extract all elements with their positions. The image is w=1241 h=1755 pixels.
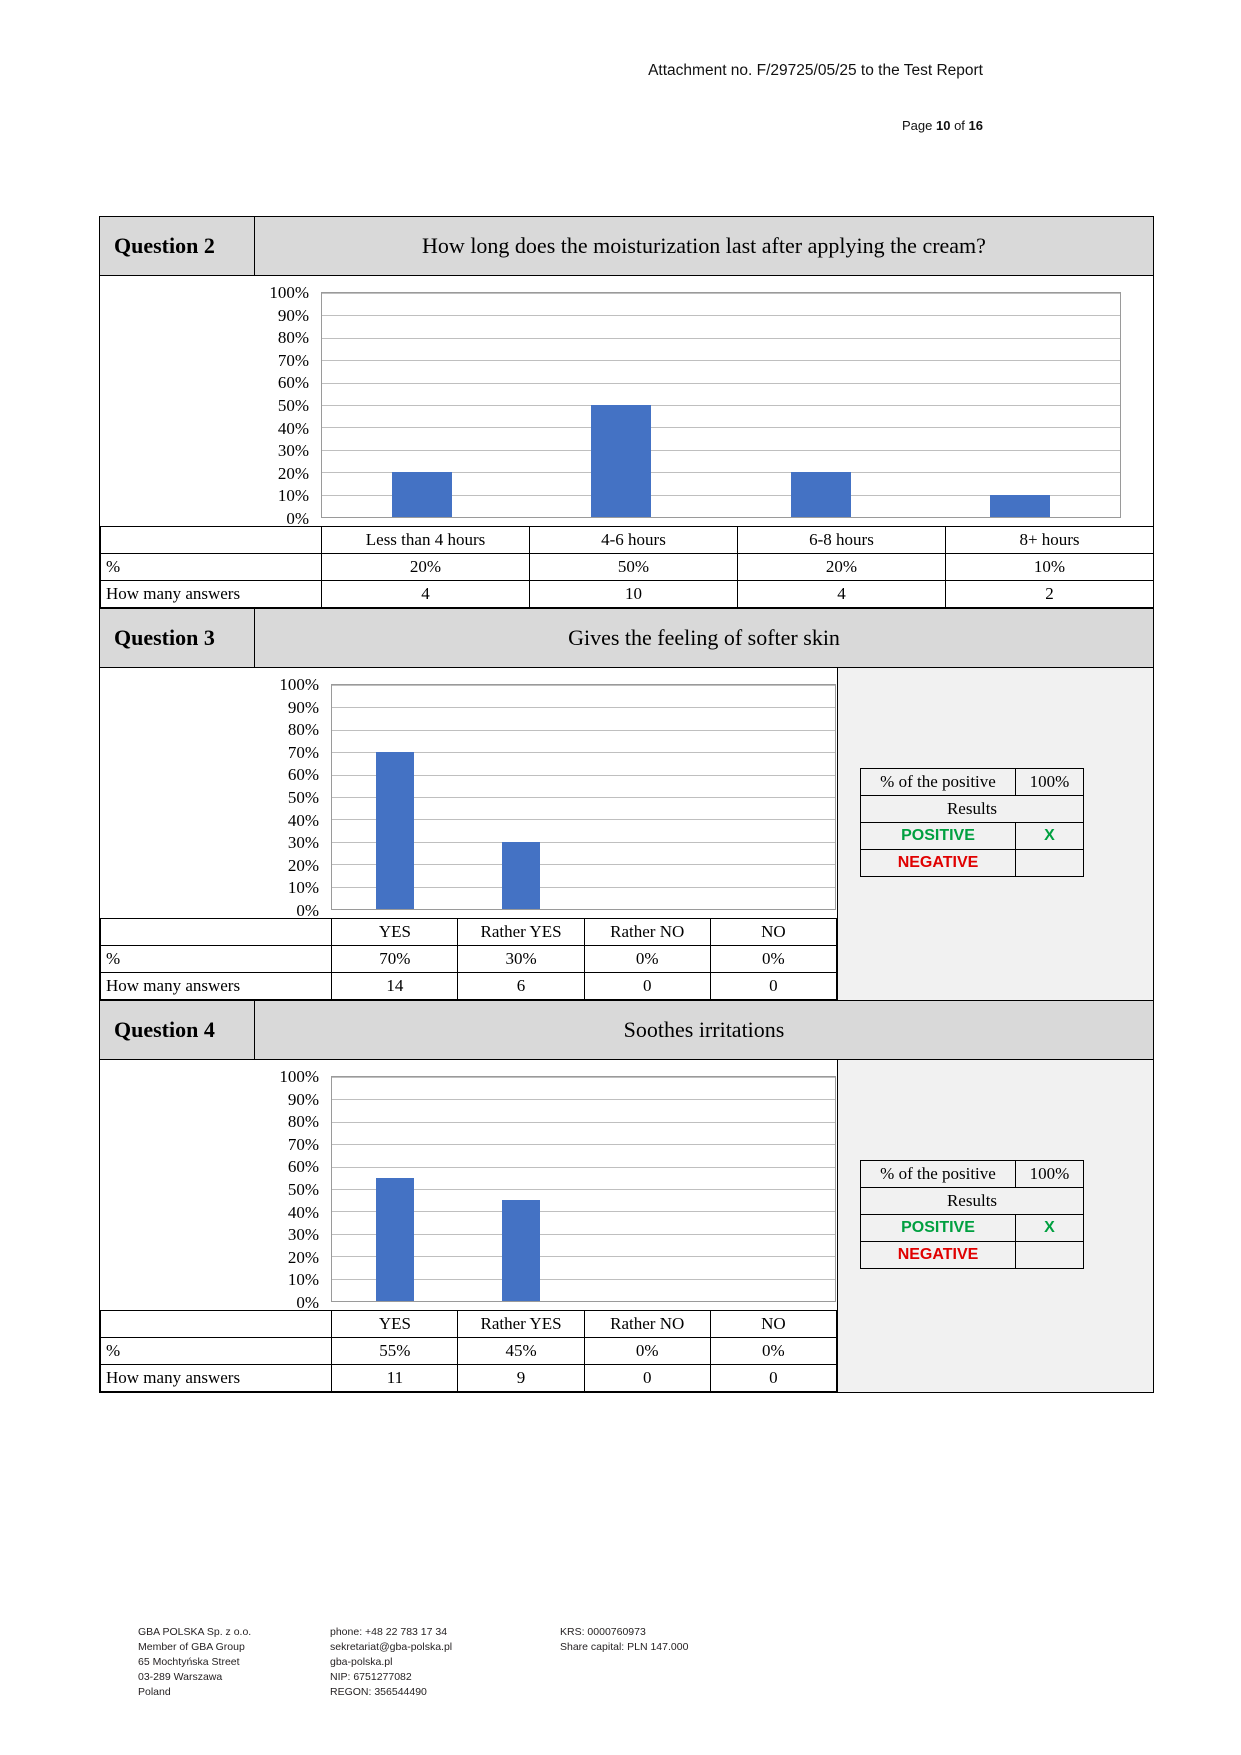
- positive-percent-label: % of the positive: [861, 769, 1016, 796]
- question-4-chart: [100, 1060, 837, 1310]
- grid-line: [332, 730, 835, 731]
- grid-line: [322, 293, 1120, 294]
- question-2-header: [100, 217, 1153, 276]
- footer: [138, 1625, 800, 1700]
- table-row: [861, 1242, 1084, 1269]
- question-3-label: Question 3: [100, 609, 255, 667]
- footer-company-column: [138, 1625, 330, 1700]
- percent-cell: 0%: [710, 1338, 836, 1365]
- negative-row-mark: [1016, 850, 1084, 877]
- y-tick: 10%: [287, 1270, 319, 1290]
- y-tick: 10%: [277, 486, 309, 506]
- positive-row-label: POSITIVE: [861, 823, 1016, 850]
- table-row: [101, 1311, 837, 1338]
- footer-line: gba-polska.pl: [330, 1655, 393, 1668]
- grid-line: [322, 338, 1120, 339]
- bar: [591, 405, 651, 517]
- y-tick: 40%: [287, 1202, 319, 1222]
- question-3-body: [100, 668, 1153, 1001]
- positive-percent-value: 100%: [1016, 769, 1084, 796]
- grid-line: [332, 1144, 835, 1145]
- grid-line: [322, 315, 1120, 316]
- table-row: [101, 973, 837, 1000]
- bar: [502, 842, 540, 909]
- table-row: [861, 769, 1084, 796]
- y-tick: 90%: [287, 697, 319, 717]
- count-cell: 0: [710, 1365, 836, 1392]
- grid-line: [322, 360, 1120, 361]
- y-tick: 0%: [286, 508, 309, 528]
- y-tick: 20%: [287, 855, 319, 875]
- question-2-chart-pane: [100, 276, 1153, 608]
- percent-cell: 20%: [322, 554, 530, 581]
- table-row: [861, 850, 1084, 877]
- y-tick: 80%: [287, 720, 319, 740]
- row-header-blank: [101, 1311, 332, 1338]
- question-4-data-table: [100, 1310, 837, 1392]
- category-cell: Rather YES: [458, 919, 584, 946]
- footer-legal-column: [560, 1625, 800, 1700]
- grid-line: [332, 707, 835, 708]
- y-tick: 80%: [277, 328, 309, 348]
- question-3-results-table: [860, 768, 1084, 877]
- table-row: [861, 796, 1084, 823]
- table-row: [101, 1338, 837, 1365]
- y-tick: 60%: [277, 373, 309, 393]
- count-cell: 11: [332, 1365, 458, 1392]
- question-4-label: Question 4: [100, 1001, 255, 1059]
- positive-row-label: POSITIVE: [861, 1215, 1016, 1242]
- y-tick: 30%: [287, 833, 319, 853]
- question-2-label: Question 2: [100, 217, 255, 275]
- grid-line: [322, 383, 1120, 384]
- question-4-text: Soothes irritations: [623, 1017, 785, 1042]
- footer-line: Member of GBA Group: [138, 1640, 245, 1653]
- y-tick: 50%: [277, 395, 309, 415]
- y-tick: 70%: [287, 1134, 319, 1154]
- question-4-results-table: [860, 1160, 1084, 1269]
- positive-row-mark: X: [1016, 1215, 1084, 1242]
- positive-percent-value: 100%: [1016, 1161, 1084, 1188]
- count-cell: 14: [332, 973, 458, 1000]
- negative-row-label: NEGATIVE: [861, 1242, 1016, 1269]
- category-cell: Rather YES: [458, 1311, 584, 1338]
- y-tick: 0%: [296, 1292, 319, 1312]
- category-cell: 4-6 hours: [530, 527, 738, 554]
- percent-cell: 10%: [946, 554, 1154, 581]
- count-cell: 0: [584, 973, 710, 1000]
- count-cell: 4: [738, 581, 946, 608]
- count-cell: 10: [530, 581, 738, 608]
- question-2-body: [100, 276, 1153, 609]
- bar: [791, 472, 851, 517]
- table-row: [101, 581, 1154, 608]
- footer-line: 65 Mochtyńska Street: [138, 1655, 240, 1668]
- question-2-y-axis: [140, 282, 315, 531]
- percent-cell: 45%: [458, 1338, 584, 1365]
- row-header-percent: %: [101, 1338, 332, 1365]
- positive-row-mark: X: [1016, 823, 1084, 850]
- question-3-plot-area: [331, 684, 836, 910]
- y-tick: 20%: [277, 463, 309, 483]
- table-row: [101, 919, 837, 946]
- footer-contact-column: [330, 1625, 560, 1700]
- footer-line: 03-289 Warszawa: [138, 1670, 223, 1683]
- y-tick: 80%: [287, 1112, 319, 1132]
- percent-cell: 50%: [530, 554, 738, 581]
- percent-cell: 20%: [738, 554, 946, 581]
- count-cell: 9: [458, 1365, 584, 1392]
- question-3-y-axis: [150, 674, 325, 923]
- question-2-data-table: [100, 526, 1154, 608]
- y-tick: 60%: [287, 765, 319, 785]
- question-3-results-pane: [837, 668, 1153, 1000]
- page-current: 10: [935, 118, 951, 133]
- table-row: [101, 554, 1154, 581]
- row-header-blank: [101, 527, 322, 554]
- question-4-chart-pane: [100, 1060, 837, 1392]
- questions-frame: [99, 216, 1154, 1393]
- question-2-text: How long does the moisturization last after applying the cream?: [422, 233, 986, 258]
- percent-cell: 70%: [332, 946, 458, 973]
- category-cell: Rather NO: [584, 1311, 710, 1338]
- count-cell: 0: [584, 1365, 710, 1392]
- question-3-chart-pane: [100, 668, 837, 1000]
- bar: [376, 1178, 414, 1301]
- grid-line: [322, 427, 1120, 428]
- y-tick: 20%: [287, 1247, 319, 1267]
- y-tick: 30%: [287, 1225, 319, 1245]
- percent-cell: 0%: [710, 946, 836, 973]
- footer-line: phone: +48 22 783 17 34: [330, 1626, 448, 1638]
- y-tick: 40%: [287, 810, 319, 830]
- footer-line: Poland: [138, 1685, 171, 1698]
- page-prefix: Page: [902, 118, 936, 133]
- bar: [502, 1200, 540, 1301]
- table-row: [861, 823, 1084, 850]
- grid-line: [322, 405, 1120, 406]
- y-tick: 100%: [279, 1067, 319, 1086]
- results-label: Results: [861, 1188, 1084, 1215]
- y-tick: 60%: [287, 1157, 319, 1177]
- y-tick: 30%: [277, 441, 309, 461]
- table-row: [101, 1365, 837, 1392]
- percent-cell: 0%: [584, 1338, 710, 1365]
- count-cell: 0: [710, 973, 836, 1000]
- question-3-data-table: [100, 918, 837, 1000]
- row-header-percent: %: [101, 554, 322, 581]
- percent-cell: 30%: [458, 946, 584, 973]
- question-3-text: Gives the feeling of softer skin: [568, 625, 840, 650]
- question-3-header: [100, 609, 1153, 668]
- row-header-answers: How many answers: [101, 1365, 332, 1392]
- footer-line: sekretariat@gba-polska.pl: [330, 1640, 453, 1653]
- attachment-header: Attachment no. F/29725/05/25 to the Test Report: [648, 62, 983, 79]
- grid-line: [332, 1099, 835, 1100]
- category-cell: 8+ hours: [946, 527, 1154, 554]
- y-tick: 100%: [269, 283, 309, 302]
- count-cell: 4: [322, 581, 530, 608]
- question-4-plot-area: [331, 1076, 836, 1302]
- count-cell: 6: [458, 973, 584, 1000]
- table-row: [861, 1188, 1084, 1215]
- y-tick: 70%: [277, 350, 309, 370]
- y-tick: 70%: [287, 742, 319, 762]
- page-mid: of: [950, 118, 969, 133]
- question-2-chart: [100, 276, 1153, 526]
- grid-line: [332, 1167, 835, 1168]
- y-tick: 100%: [279, 675, 319, 694]
- category-cell: Rather NO: [584, 919, 710, 946]
- percent-cell: 55%: [332, 1338, 458, 1365]
- bar: [376, 752, 414, 909]
- row-header-answers: How many answers: [101, 973, 332, 1000]
- percent-cell: 0%: [584, 946, 710, 973]
- category-cell: YES: [332, 1311, 458, 1338]
- question-4-header: [100, 1001, 1153, 1060]
- question-4-body: [100, 1060, 1153, 1392]
- bar: [990, 495, 1050, 517]
- page-number: [902, 118, 983, 133]
- question-2-plot-area: [321, 292, 1121, 518]
- positive-percent-label: % of the positive: [861, 1161, 1016, 1188]
- question-4-results-pane: [837, 1060, 1153, 1392]
- question-4-y-axis: [150, 1066, 325, 1315]
- grid-line: [332, 685, 835, 686]
- y-tick: 50%: [287, 787, 319, 807]
- negative-row-label: NEGATIVE: [861, 850, 1016, 877]
- table-row: [861, 1215, 1084, 1242]
- grid-line: [332, 1122, 835, 1123]
- footer-line: KRS: 0000760973: [560, 1626, 646, 1638]
- y-tick: 90%: [287, 1089, 319, 1109]
- y-tick: 50%: [287, 1179, 319, 1199]
- table-row: [101, 946, 837, 973]
- row-header-percent: %: [101, 946, 332, 973]
- count-cell: 2: [946, 581, 1154, 608]
- footer-line: GBA POLSKA Sp. z o.o.: [138, 1626, 252, 1638]
- bar: [392, 472, 452, 517]
- footer-line: REGON: 356544490: [330, 1685, 427, 1698]
- y-tick: 40%: [277, 418, 309, 438]
- row-header-answers: How many answers: [101, 581, 322, 608]
- grid-line: [332, 1077, 835, 1078]
- page-total: 16: [968, 118, 983, 133]
- negative-row-mark: [1016, 1242, 1084, 1269]
- category-cell: YES: [332, 919, 458, 946]
- table-row: [861, 1161, 1084, 1188]
- row-header-blank: [101, 919, 332, 946]
- y-tick: 10%: [287, 878, 319, 898]
- results-label: Results: [861, 796, 1084, 823]
- footer-line: Share capital: PLN 147.000: [560, 1640, 689, 1653]
- category-cell: NO: [710, 919, 836, 946]
- category-cell: Less than 4 hours: [322, 527, 530, 554]
- category-cell: 6-8 hours: [738, 527, 946, 554]
- y-tick: 0%: [296, 900, 319, 920]
- category-cell: NO: [710, 1311, 836, 1338]
- footer-line: NIP: 6751277082: [330, 1670, 412, 1683]
- table-row: [101, 527, 1154, 554]
- y-tick: 90%: [277, 305, 309, 325]
- question-3-chart: [100, 668, 837, 918]
- grid-line: [322, 450, 1120, 451]
